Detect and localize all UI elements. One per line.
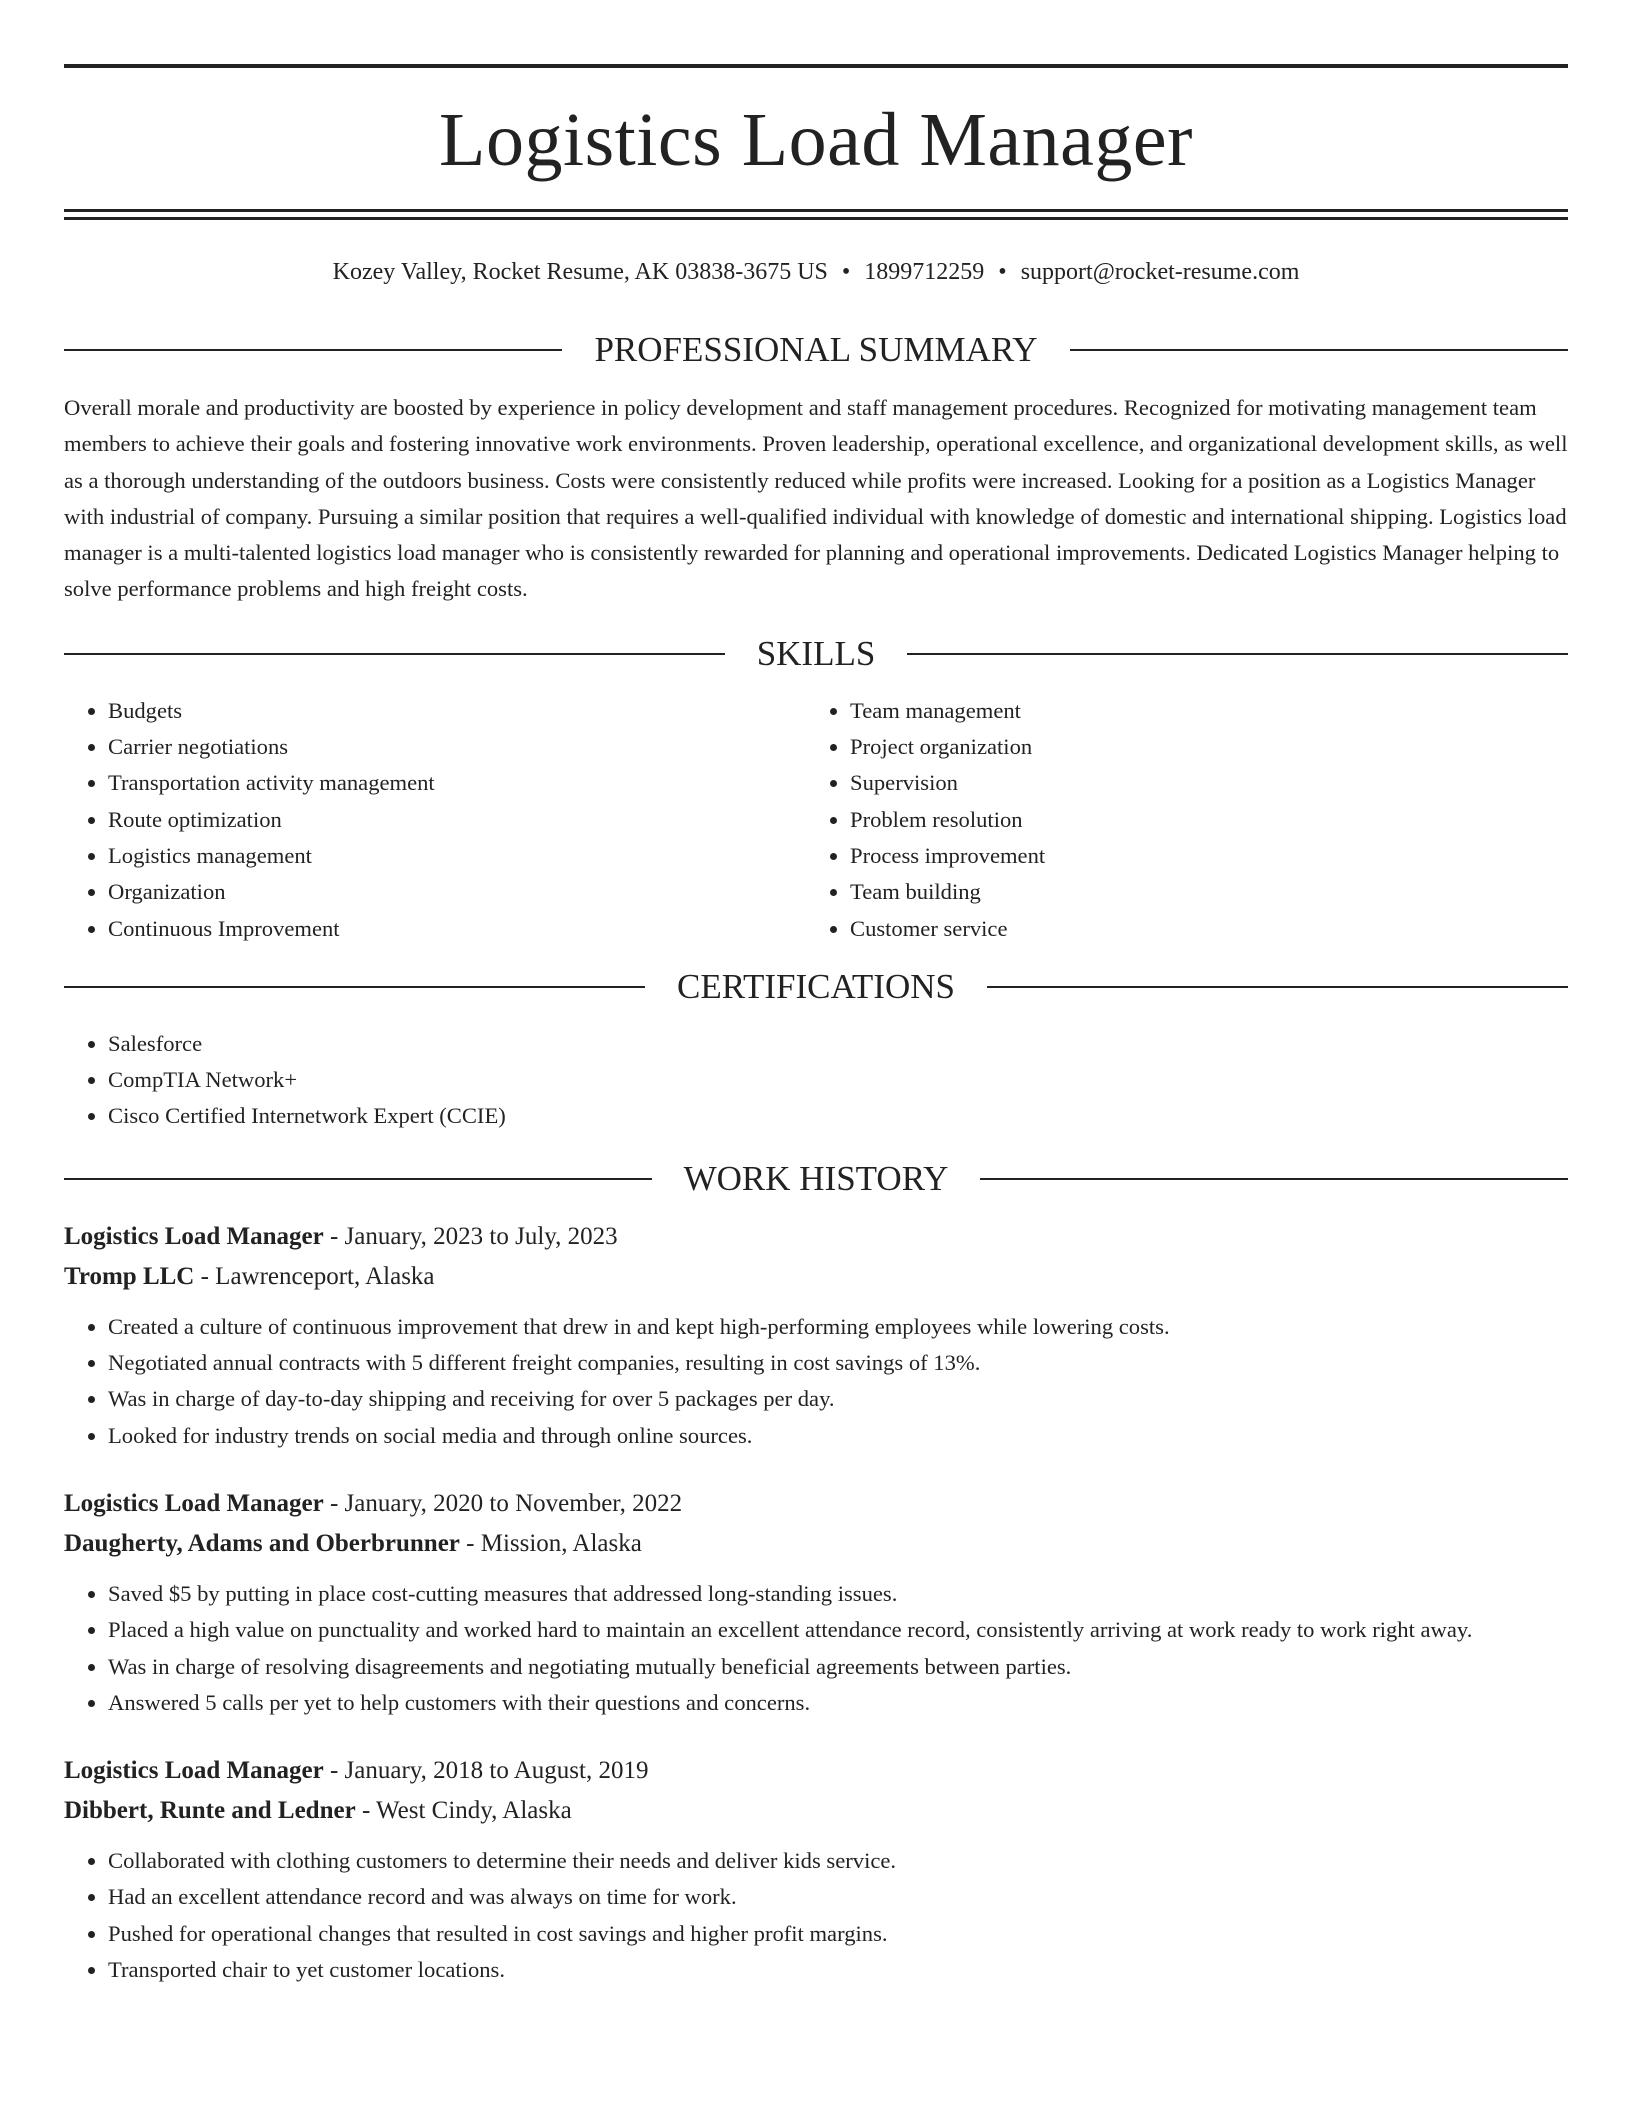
skill-item: • Supervision [850,765,1548,801]
section-title: SKILLS [756,633,876,673]
job-title: Logistics Load Manager [64,1222,324,1250]
job-bullet: • Had an excellent attendance record and was always on time for work. [108,1879,1568,1915]
skill-item: • Customer service [850,911,1548,947]
section-title: CERTIFICATIONS [677,966,955,1006]
skill-item: • Carrier negotiations [108,729,806,765]
job-bullet: • Transported chair to yet customer locations. [108,1952,1568,1988]
divider [64,1178,652,1180]
job-bullets [64,1309,1568,1454]
job-bullets [64,1843,1568,1988]
certification-item: • Cisco Certified Internetwork Expert (CCIE) [108,1098,1568,1134]
contact-separator: • [998,259,1007,285]
job-dates: - January, 2020 to November, 2022 [323,1489,683,1517]
job-bullet: • Answered 5 calls per yet to help customers with their questions and concerns. [108,1685,1568,1721]
divider [987,986,1568,988]
certification-item: • Salesforce [108,1026,1568,1062]
skill-item: • Continuous Improvement [108,911,806,947]
job-company: Daugherty, Adams and Oberbrunner [64,1529,460,1557]
skill-item: • Logistics management [108,838,806,874]
top-rule [64,64,1568,68]
contact-address: Kozey Valley, Rocket Resume, AK 03838-3675 US [332,259,828,285]
name-double-rule [64,209,1568,220]
section-title: WORK HISTORY [683,1158,949,1198]
job-bullet: • Placed a high value on punctuality and worked hard to maintain an excellent attendance record, consistently arriving at work ready to work right away. [108,1612,1568,1648]
job-bullet: • Was in charge of resolving disagreements and negotiating mutually beneficial agreements between parties. [108,1649,1568,1685]
divider [1070,349,1568,351]
skill-item: • Organization [108,874,806,910]
job-company: Dibbert, Runte and Ledner [64,1797,356,1825]
skill-item: • Project organization [850,729,1548,765]
job-location: - Lawrenceport, Alaska [194,1262,435,1290]
job-bullet: • Saved $5 by putting in place cost-cutting measures that addressed long-standing issues. [108,1576,1568,1612]
job-company: Tromp LLC [64,1262,195,1290]
divider [64,986,645,988]
skill-item: • Process improvement [850,838,1548,874]
divider [907,653,1568,655]
certifications-list [64,1026,1568,1135]
skills-column-left [64,693,806,947]
job-dates: - January, 2023 to July, 2023 [323,1222,618,1250]
skill-item: • Transportation activity management [108,765,806,801]
section-title: PROFESSIONAL SUMMARY [594,330,1038,369]
job-entry [64,1484,1568,1721]
skill-item: • Team management [850,693,1548,729]
divider [64,653,725,655]
job-dates: - January, 2018 to August, 2019 [323,1757,649,1785]
contact-separator: • [841,259,851,285]
skills-column-right [806,693,1548,947]
job-bullet: • Collaborated with clothing customers to determine their needs and deliver kids service. [108,1843,1568,1879]
job-bullet: • Was in charge of day-to-day shipping and receiving for over 5 packages per day. [108,1381,1568,1417]
job-title-line [64,1484,1568,1524]
section-heading-certifications [64,967,1568,1007]
divider [64,349,562,351]
section-heading-skills [64,634,1568,674]
section-heading-work-history [64,1159,1568,1199]
job-location: - West Cindy, Alaska [355,1797,572,1825]
certification-item: • CompTIA Network+ [108,1062,1568,1098]
skill-item: • Route optimization [108,802,806,838]
contact-phone: 1899712259 [864,259,985,285]
skills-columns [64,693,1568,947]
job-bullet: • Created a culture of continuous improvement that drew in and kept high-performing employees while lowering costs. [108,1309,1568,1345]
skills-list [806,693,1548,947]
divider [980,1178,1568,1180]
job-entry [64,1217,1568,1454]
job-bullets [64,1576,1568,1721]
job-entry [64,1751,1568,1988]
resume-page [64,64,1568,1988]
job-bullet: • Looked for industry trends on social media and through online sources. [108,1418,1568,1454]
job-title-line [64,1217,1568,1257]
job-bullet: • Pushed for operational changes that resulted in cost savings and higher profit margins. [108,1916,1568,1952]
skill-item: • Problem resolution [850,802,1548,838]
job-title: Logistics Load Manager [64,1757,324,1785]
section-heading-summary [64,330,1568,370]
job-title: Logistics Load Manager [64,1489,324,1517]
contact-line [64,258,1568,286]
summary-paragraph: Overall morale and productivity are boosted by experience in policy development and staff management procedures. Recognized for motivating management team members to achieve their goals and fostering innovative work environments. Proven leadership, operational excellence, and organizational development skills, as well as a thorough understanding of the outdoors business. Costs were consistently reduced while profits were increased. Looking for a position as a Logistics Manager with industrial of company. Pursuing a similar position that requires a well-qualified individual with knowledge of domestic and international shipping. Logistics load manager is a multi-talented logistics load manager who is consistently rewarded for planning and operational improvements. Dedicated Logistics Manager helping to solve performance problems and high freight costs. [64,395,1568,602]
contact-email: support@rocket-resume.com [1020,259,1300,285]
skill-item: • Team building [850,874,1548,910]
resume-name: Logistics Load Manager [439,98,1193,182]
skills-list [64,693,806,947]
job-company-line [64,1524,1568,1564]
job-location: - Mission, Alaska [459,1529,642,1557]
job-bullet: • Negotiated annual contracts with 5 different freight companies, resulting in cost savings of 13%. [108,1345,1568,1381]
job-company-line [64,1257,1568,1297]
job-company-line [64,1791,1568,1831]
skill-item: • Budgets [108,693,806,729]
job-title-line [64,1751,1568,1791]
